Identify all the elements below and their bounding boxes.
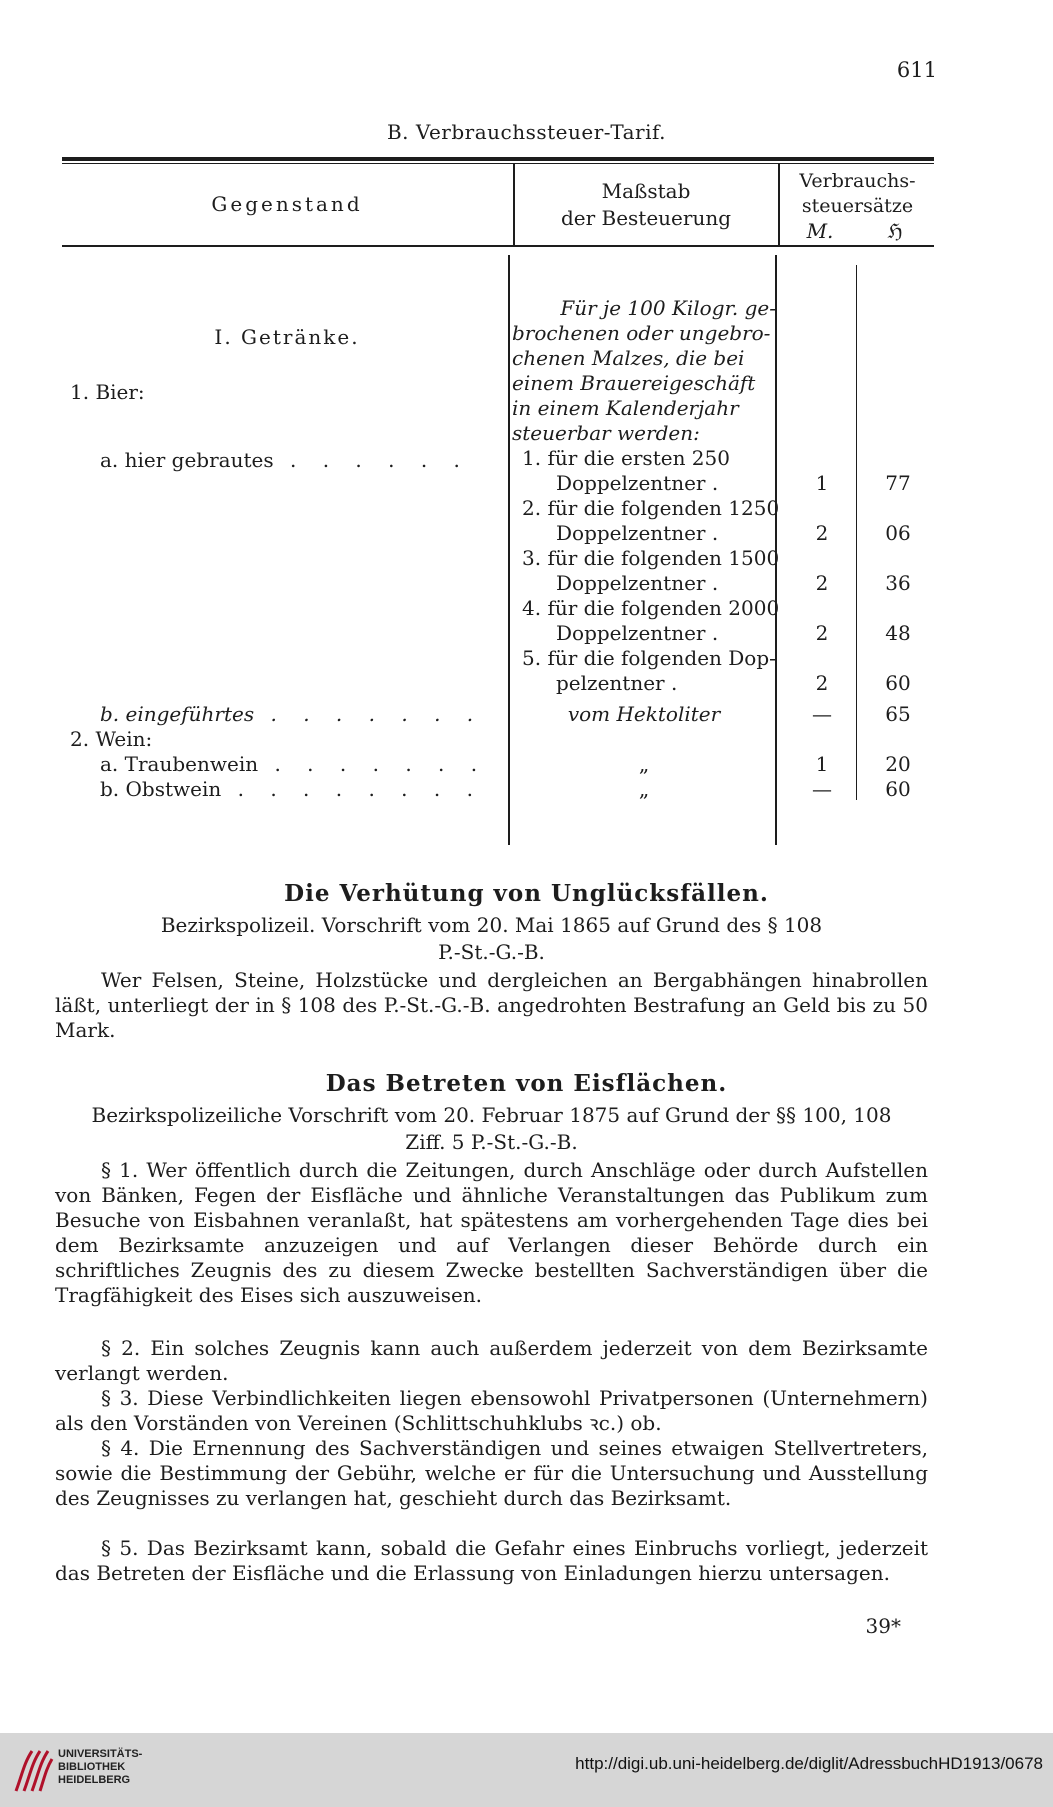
unfaelle-sub-2: P.-St.-G.-B.	[438, 940, 545, 964]
row-hier-gebrautes: a. hier gebrautes . . . . . .	[100, 448, 470, 472]
tarif-title: B. Verbrauchssteuer-Tarif.	[386, 120, 667, 144]
table-top-rule	[62, 157, 934, 161]
eisflaechen-sub-2: Ziff. 5 P.-St.-G.-B.	[405, 1130, 578, 1154]
row-obstwein: b. Obstwein . . . . . . . .	[100, 777, 483, 801]
stufe-1-line1: 1. für die ersten 250	[522, 446, 730, 470]
library-logo-icon	[12, 1745, 56, 1795]
header-massstab-2: der Besteuerung	[560, 206, 732, 230]
column-divider-3	[856, 265, 857, 800]
massstab-line: in einem Kalenderjahr	[512, 396, 739, 420]
paragraph-4: § 4. Die Ernennung des Sachverständigen und seines etwaigen Stellvertreters, sowie die Bestimmung der Gebühr, welche er für die Untersuchung und Ausstellung des Zeugnisses zu verlangen hat, geschieht durch das Bezirksamt.	[55, 1436, 928, 1510]
stufe-3-pf: 36	[885, 571, 911, 595]
bier-massstab	[512, 296, 776, 446]
massstab-line: chenen Malzes, die bei	[512, 346, 745, 370]
library-name	[58, 1748, 142, 1787]
stufe-3-line2: Doppelzentner .	[556, 571, 719, 595]
stufe-5-pf: 60	[885, 671, 911, 695]
stufe-1-line2: Doppelzentner .	[556, 471, 719, 495]
section-heading-eisflaechen: Das Betreten von Eisflächen.	[325, 1070, 728, 1097]
library-name-line: HEIDELBERG	[58, 1774, 131, 1786]
footer-page-number: 39*	[865, 1614, 901, 1638]
page-number: 611	[896, 58, 937, 82]
header-mark: M.	[806, 219, 834, 243]
paragraph-5: § 5. Das Bezirksamt kann, sobald die Gefahr eines Einbruchs vorliegt, jederzeit das Betreten der Eisfläche und die Erlassung von Einladungen hierzu untersagen.	[55, 1536, 928, 1585]
stufe-1-pf: 77	[885, 471, 911, 495]
eingefuehrt-massstab: vom Hektoliter	[567, 702, 721, 726]
eisflaechen-sub-1: Bezirkspolizeiliche Vorschrift vom 20. Februar 1875 auf Grund der §§ 100, 108	[91, 1103, 892, 1127]
header-gegenstand: Gegenstand	[211, 192, 363, 216]
source-url[interactable]: http://digi.ub.uni-heidelberg.de/diglit/AdressbuchHD1913/0678	[575, 1754, 1043, 1773]
row-wein: 2. Wein:	[70, 727, 153, 751]
library-name-line: BIBLIOTHEK	[58, 1761, 126, 1773]
stufe-3-line1: 3. für die folgenden 1500	[522, 546, 780, 570]
stufe-2-mark: 2	[815, 521, 829, 545]
header-saetze-2: steuersätze	[801, 195, 914, 217]
header-pf: ℌ	[887, 219, 903, 243]
stufe-5-line1: 5. für die folgenden Dop-	[522, 646, 776, 670]
traubenwein-massstab: „	[638, 752, 650, 776]
eingefuehrt-pf: 65	[885, 702, 911, 726]
stufe-2-line2: Doppelzentner .	[556, 521, 719, 545]
paragraph-3: § 3. Diese Verbindlichkeiten liegen ebensowohl Privatpersonen (Unternehmern) als den Vorständen von Vereinen (Schlittschuhklubs ꝛc.) ob.	[55, 1386, 928, 1435]
traubenwein-pf: 20	[885, 752, 911, 776]
paragraph-2: § 2. Ein solches Zeugnis kann auch außerdem jederzeit von dem Bezirksamte verlangt werden.	[55, 1336, 928, 1385]
unfaelle-text: Wer Felsen, Steine, Holzstücke und dergleichen an Bergabhängen hinabrollen läßt, unterliegt der in § 108 des P.-St.-G.-B. angedrohten Bestrafung an Geld bis zu 50 Mark.	[55, 968, 928, 1042]
table-top-rule-thin	[62, 163, 934, 164]
obstwein-massstab: „	[638, 777, 650, 801]
unfaelle-sub-1: Bezirkspolizeil. Vorschrift vom 20. Mai 1865 auf Grund des § 108	[160, 913, 823, 937]
massstab-line: brochenen oder ungebro-	[512, 321, 771, 345]
stufe-2-line1: 2. für die folgenden 1250	[522, 496, 780, 520]
stufe-5-line2: pelzentner .	[556, 671, 678, 695]
row-traubenwein: a. Traubenwein . . . . . . .	[100, 752, 488, 776]
massstab-line: einem Brauereigeschäft	[512, 371, 756, 395]
paragraph-1: § 1. Wer öffentlich durch die Zeitungen, durch Anschläge oder durch Aufstellen von Bänken, Fegen der Eisfläche und ähnliche Veranstaltungen das Publikum zum Besuche von Eisbahnen veranlaßt, hat spätestens am vorhergehenden Tage dies bei dem Bezirksamte anzuzeigen und auf Verlangen dieser Behörde durch ein schriftliches Zeugnis des zu diesem Zwecke bestellten Sachverständigen über die Tragfähigkeit des Eises sich auszuweisen.	[55, 1158, 928, 1307]
massstab-line: steuerbar werden:	[512, 421, 700, 445]
table-header-rule	[62, 245, 934, 247]
obstwein-mark: —	[812, 777, 832, 801]
stufe-1-mark: 1	[815, 471, 829, 495]
stufe-4-line2: Doppelzentner .	[556, 621, 719, 645]
stufe-2-pf: 06	[885, 521, 911, 545]
header-massstab-1: Maßstab	[601, 179, 691, 203]
row-eingefuehrt: b. eingeführtes . . . . . . .	[100, 702, 484, 726]
stufe-3-mark: 2	[815, 571, 829, 595]
row-bier: 1. Bier:	[70, 380, 145, 404]
eingefuehrt-mark: —	[812, 702, 832, 726]
section-getraenke: I. Getränke.	[214, 325, 360, 349]
stufe-4-mark: 2	[815, 621, 829, 645]
traubenwein-mark: 1	[815, 752, 829, 776]
stufe-4-line1: 4. für die folgenden 2000	[522, 596, 780, 620]
massstab-line: Für je 100 Kilogr. ge-	[560, 296, 776, 320]
section-heading-unfaelle: Die Verhütung von Unglücksfällen.	[284, 880, 769, 907]
library-name-line: UNIVERSITÄTS-	[58, 1748, 143, 1760]
header-saetze-1: Verbrauchs-	[799, 170, 916, 192]
obstwein-pf: 60	[885, 777, 911, 801]
stufe-5-mark: 2	[815, 671, 829, 695]
stufe-4-pf: 48	[885, 621, 911, 645]
